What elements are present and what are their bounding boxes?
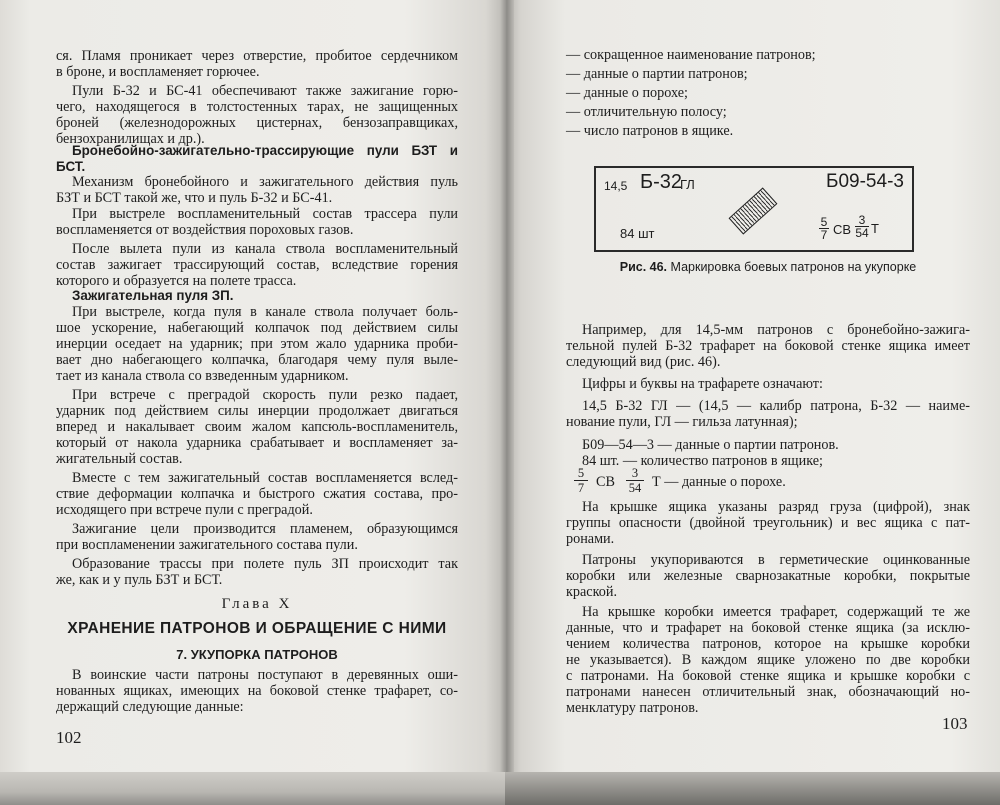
caption-label: Рис. 46. (619, 260, 668, 274)
text-line: бензохранилищах и др.). (56, 131, 205, 147)
page-number-left: 102 (56, 728, 82, 747)
fraction-denominator: 7 (577, 481, 585, 495)
chapter-title: ХРАНЕНИЕ ПАТРОНОВ И ОБРАЩЕНИЕ С НИМИ (67, 620, 447, 637)
text-line: следующий вид (рис. 46). (566, 354, 721, 370)
stencil-count: 84 шт (620, 226, 655, 241)
fraction-denominator: 54 (628, 481, 642, 495)
stencil-fraction-1 (819, 216, 829, 241)
text-line: тает из канала ствола со взведенным ударником. (56, 368, 349, 384)
text-line: Б09—54—3 — данные о партии патронов. (582, 437, 839, 453)
text-line: которого и образуется на полете трасса. (56, 273, 297, 289)
text-line: Цифры и буквы на трафарете означают: (582, 376, 823, 392)
list-item: — число патронов в ящике. (566, 123, 734, 139)
stencil-lot: Б09-54-3 (826, 171, 904, 192)
text-line: На крышке коробки имеется трафарет, содержащий те же (582, 604, 970, 620)
section-title: 7. УКУПОРКА ПАТРОНОВ (176, 647, 338, 662)
list-item: — отличительную полосу; (566, 104, 727, 120)
stencil-case: ГЛ (680, 177, 695, 192)
figure-caption (566, 260, 970, 274)
text-line: же, как и у пуль БЗТ и БСТ. (56, 572, 223, 588)
fraction-numerator: 5 (820, 215, 828, 229)
page-number-right: 103 (942, 714, 968, 733)
formula-text: Т — данные о порохе. (652, 474, 786, 490)
text-line: краской. (566, 584, 617, 600)
text-line: При встрече с преградой скорость пули резко падает, (72, 387, 458, 403)
text-line: чего, находящегося в толстостенных тарах, не защищенных (56, 99, 458, 115)
text-line: При выстреле, когда пуля в канале ствола получает боль- (72, 304, 458, 320)
text-line: ударник под действием силы инерции продолжает двигаться (56, 403, 458, 419)
text-line: исходящего при встрече пули с преградой. (56, 502, 313, 518)
text-line: Например, для 14,5-мм патронов с бронебойно-зажига- (582, 322, 970, 338)
text-line: ся. Пламя проникает через отверстие, пробитое сердечником (56, 48, 458, 64)
text-line: менклатуру патронов. (566, 700, 699, 716)
stencil-powder-suffix: Т (871, 221, 879, 236)
text-line: После вылета пули из канала ствола воспламенительный (72, 241, 458, 257)
text-line: 84 шт. — количество патронов в ящике; (582, 453, 823, 469)
subheading-bzt: БСТ. (56, 159, 86, 174)
text-line: ствие деформации колпачка и быстрого сжатия состава, про- (56, 486, 458, 502)
caption-text: Маркировка боевых патронов на укупорке (670, 260, 917, 274)
list-item: — данные о порохе; (566, 85, 688, 101)
text-line: который от накола ударника срабатывает и воспламеняет за- (56, 435, 458, 451)
text-line: тельной пулей Б-32 трафарет на боковой стенке ящика имеет (566, 338, 970, 354)
text-line: с патронами. На боковой стенке ящика и крышке коробки с (566, 668, 970, 684)
text-line: В воинские части патроны поступают в деревянных оши- (72, 667, 458, 683)
text-line: жигательный состав. (56, 451, 183, 467)
page-edge-shadow (505, 772, 1000, 805)
text-line: при воспламенении зажигательного состава пули. (56, 537, 358, 553)
text-line: На крышке ящика указаны разряд груза (цифрой), знак (582, 499, 970, 515)
text-line: Вместе с тем зажигательный состав воспламеняется вслед- (72, 470, 458, 486)
text-line: броней (железнодорожных цистернах, бензозаправщиках, (56, 115, 458, 131)
text-line: вает дно набегающего колпачка, благодаря чему пуля выле- (56, 352, 458, 368)
fraction-numerator: 3 (858, 213, 866, 227)
text-line: чением количества патронов, которое на крышке коробки (566, 636, 970, 652)
stencil-fraction-2 (855, 214, 869, 239)
list-item: — данные о партии патронов; (566, 66, 748, 82)
formula-fraction-2 (626, 466, 644, 495)
text-line: При выстреле воспламенительный состав трассера пули (72, 206, 458, 222)
formula-fraction-1 (574, 466, 588, 495)
fraction-denominator: 7 (820, 228, 828, 242)
fraction-numerator: 5 (577, 466, 585, 480)
subheading-zp: Зажигательная пуля ЗП. (72, 288, 234, 303)
right-page (506, 0, 1000, 805)
fraction-denominator: 54 (855, 226, 869, 240)
text-line: группы опасности (двойной треугольник) и вес ящика с пат- (566, 515, 970, 531)
text-line: Образование трассы при полете пуль ЗП происходит так (72, 556, 458, 572)
distinguishing-stripe-icon (729, 187, 778, 234)
text-line: Патроны укупориваются в герметические оцинкованные (582, 552, 970, 568)
text-line: шое ускорение, набегающий колпачок под действием силы (56, 320, 458, 336)
text-line: Механизм бронебойного и зажигательного действия пуль (72, 174, 458, 190)
text-line: не указывается). В каждом ящике уложено по две коробки (566, 652, 970, 668)
fraction-numerator: 3 (631, 466, 639, 480)
text-line: держащий следующие данные: (56, 699, 244, 715)
list-item: — сокращенное наименование патронов; (566, 47, 816, 63)
stencil-caliber: 14,5 (604, 179, 628, 193)
text-line: Пули Б-32 и БС-41 обеспечивают также зажигание горю- (72, 83, 458, 99)
text-line: вперед и накалывает своим жалом капсюль-воспламенитель, (56, 419, 458, 435)
formula-mark: СВ (596, 474, 615, 490)
page-edge (0, 772, 1000, 805)
text-line: патронами нанесен отличительный знак, обозначающий но- (566, 684, 970, 700)
text-line: БЗТ и БСТ такой же, что и пуль Б-32 и БС-41. (56, 190, 333, 206)
marking-stencil-figure (594, 166, 914, 252)
text-line: состав зажигает трассирующий состав, вследствие горения (56, 257, 458, 273)
text-line: инерции оседает на ударник; при этом жало ударника проби- (56, 336, 458, 352)
book-gutter (500, 0, 514, 805)
text-line: нование пули, ГЛ — гильза латунная); (566, 414, 798, 430)
chapter-label: Глава X (221, 596, 293, 612)
text-line: коробки или железные сварнозакатные коробки, покрытые (566, 568, 970, 584)
stencil-powder-mark: СВ (833, 222, 852, 237)
text-line: 14,5 Б-32 ГЛ — (14,5 — калибр патрона, Б-32 — наиме- (582, 398, 970, 414)
text-line: воспламеняется от воздействия пороховых газов. (56, 222, 354, 238)
text-line: в броне, и воспламеняет горючее. (56, 64, 260, 80)
text-line: нованных ящиках, имеющих на боковой стенке трафарет, со- (56, 683, 458, 699)
text-line: ронами. (566, 531, 615, 547)
stencil-bullet-name: Б-32 (640, 171, 683, 193)
text-line: данные, что и трафарет на боковой стенке ящика (за исклю- (566, 620, 970, 636)
subheading-bzt: Бронебойно-зажигательно-трассирующие пули БЗТ и (72, 143, 458, 158)
text-line: Зажигание цели производится пламенем, образующимся (72, 521, 458, 537)
